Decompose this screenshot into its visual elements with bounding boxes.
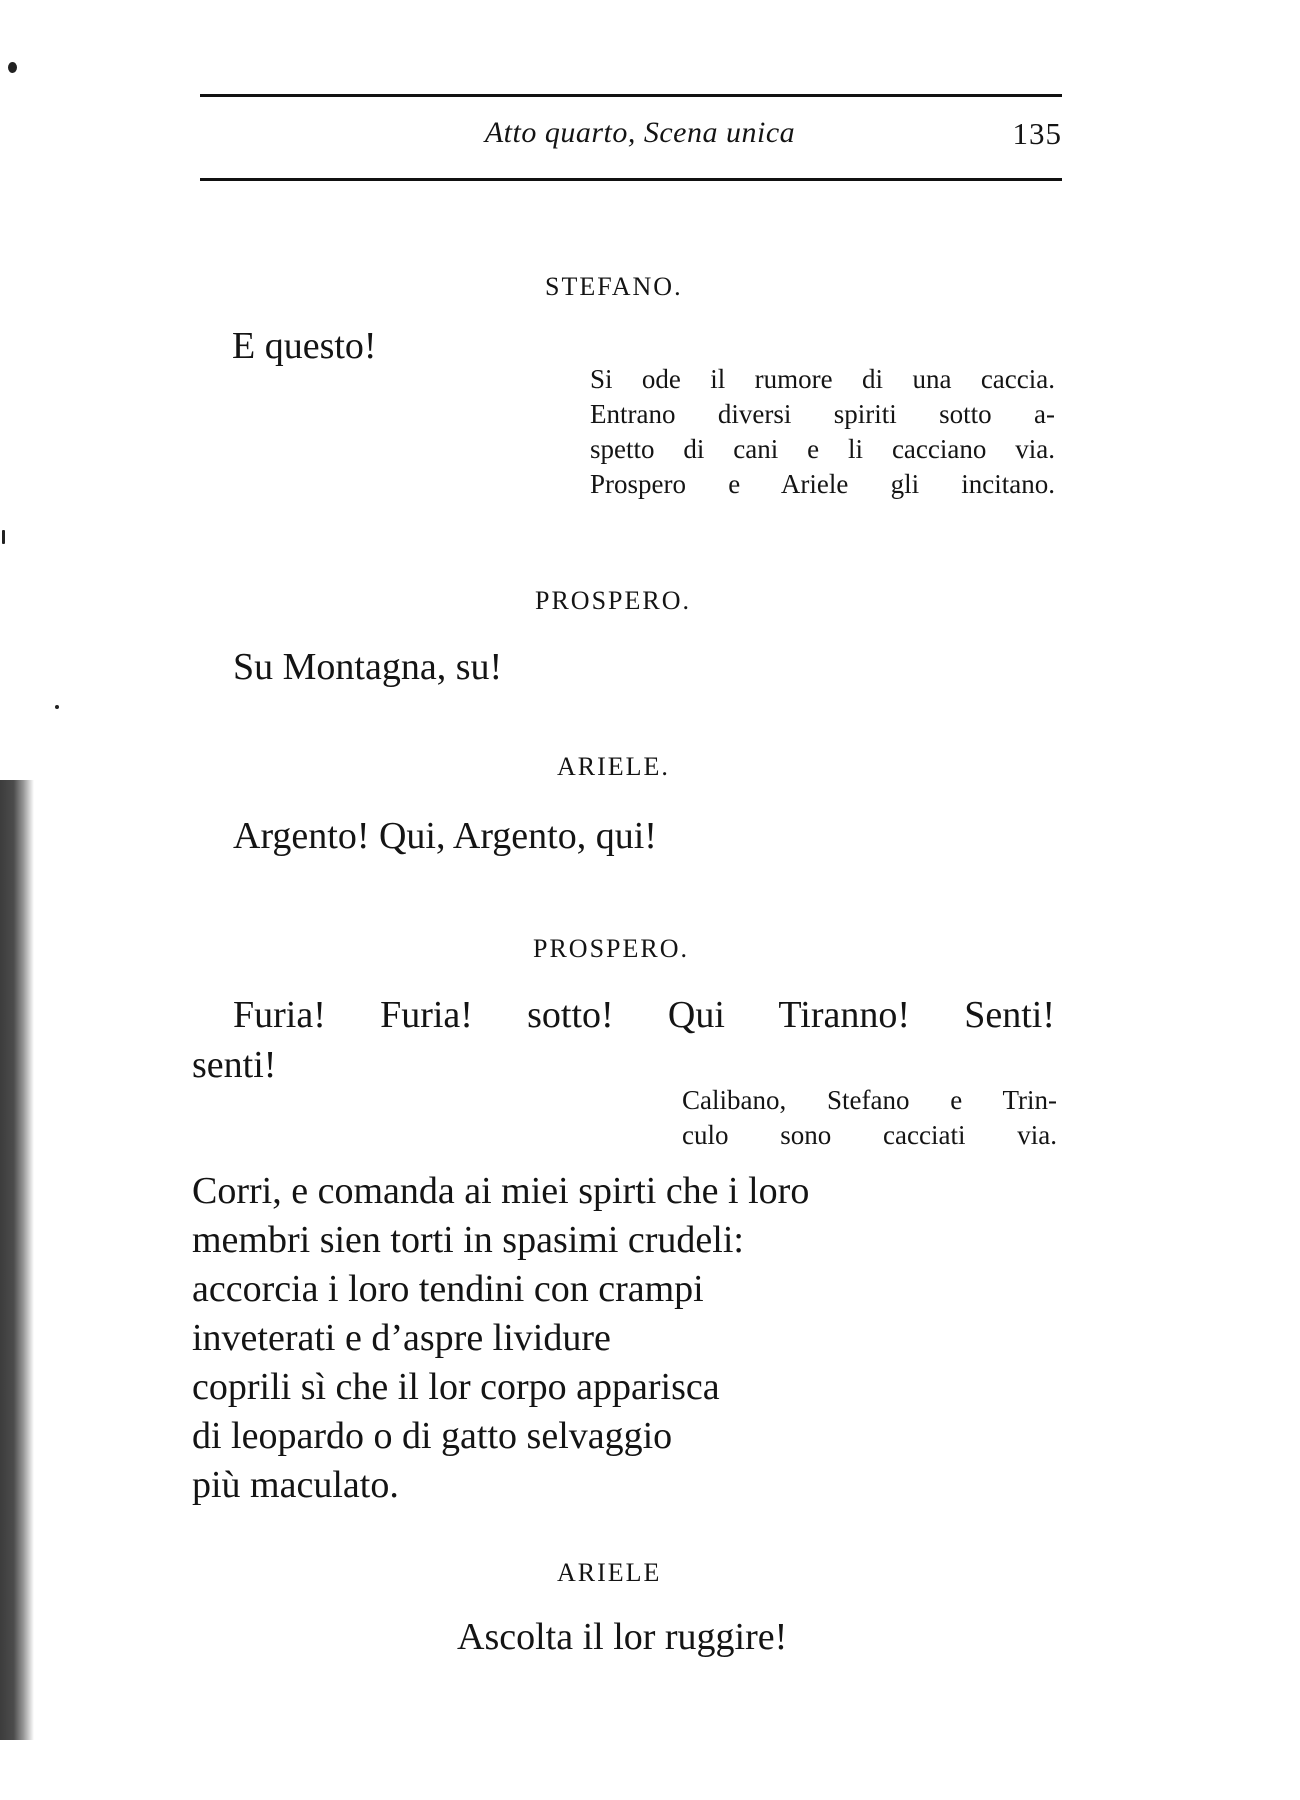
dialogue-line: E questo!	[232, 325, 377, 367]
stage-direction-line: Calibano, Stefano e Trin-	[682, 1085, 1057, 1115]
stage-direction-line: Si ode il rumore di una caccia.	[590, 364, 1055, 394]
verse-line: membri sien torti in spasimi crudeli:	[192, 1219, 744, 1261]
verse-line: Corri, e comanda ai miei spirti che i loro	[192, 1170, 810, 1212]
stage-direction-line: spetto di cani e li cacciano via.	[590, 434, 1055, 464]
verse-line: accorcia i loro tendini con crampi	[192, 1268, 704, 1310]
stage-direction	[590, 362, 1055, 502]
speaker-name: ARIELE.	[557, 752, 670, 781]
stage-direction-line: Entrano diversi spiriti sotto a-	[590, 399, 1055, 429]
verse-line: coprili sì che il lor corpo apparisca	[192, 1366, 720, 1408]
dialogue-line: Ascolta il lor ruggire!	[457, 1616, 788, 1658]
ink-speck	[2, 530, 5, 544]
binding-shadow	[0, 780, 34, 1740]
verse-block	[192, 1167, 809, 1510]
dialogue-line: Argento! Qui, Argento, qui!	[233, 815, 657, 857]
dialogue-line: Furia! Furia! sotto! Qui Tiranno! Senti!	[233, 994, 1055, 1036]
running-title: Atto quarto, Scena unica	[484, 116, 796, 149]
header-rule-bottom	[200, 178, 1062, 181]
ink-speck	[55, 705, 59, 709]
dialogue-line: senti!	[192, 1044, 277, 1086]
ink-speck	[8, 62, 17, 73]
verse-line: più maculato.	[192, 1464, 399, 1506]
speaker-name: STEFANO.	[545, 272, 683, 301]
stage-direction-line: Prospero e Ariele gli incitano.	[590, 469, 1055, 499]
header-rule-top	[200, 94, 1062, 97]
verse-line: inveterati e d’aspre lividure	[192, 1317, 611, 1359]
verse-line: di leopardo o di gatto selvaggio	[192, 1415, 673, 1457]
stage-direction-line: culo sono cacciati via.	[682, 1120, 1057, 1150]
page-number: 135	[1012, 116, 1062, 151]
stage-direction	[682, 1083, 1057, 1153]
speaker-name: ARIELE	[557, 1558, 662, 1587]
speaker-name: PROSPERO.	[533, 934, 689, 963]
dialogue-line: Su Montagna, su!	[233, 646, 503, 688]
running-head	[200, 116, 1062, 160]
speaker-name: PROSPERO.	[535, 586, 691, 615]
